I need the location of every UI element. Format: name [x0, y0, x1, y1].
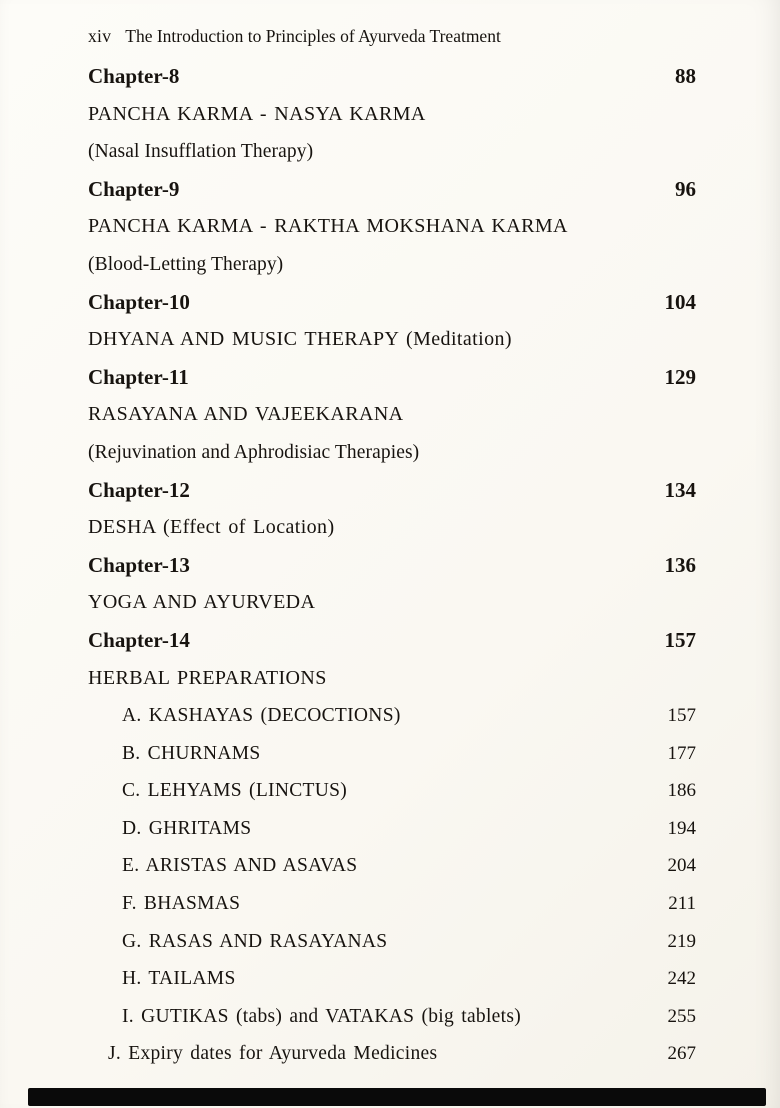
- toc-row: [88, 660, 696, 698]
- toc-entry-page: 157: [664, 627, 696, 652]
- toc-entry-title: J. Expiry dates for Ayurveda Medicines: [108, 1043, 438, 1065]
- toc-entry-page: 129: [664, 364, 696, 389]
- scan-edge-bar: [28, 1088, 766, 1106]
- toc-row: [88, 133, 696, 171]
- toc-row: [88, 923, 696, 961]
- toc-entry-page: 255: [667, 1005, 696, 1027]
- toc-entry-page: 96: [675, 176, 696, 201]
- toc-entry-title: Chapter-10: [88, 289, 190, 314]
- toc-entry-page: 211: [668, 893, 696, 915]
- toc-entry-page: 157: [667, 705, 696, 727]
- toc-row: [88, 96, 696, 134]
- toc-row: [88, 622, 696, 660]
- toc-row: [88, 810, 696, 848]
- toc-entry-title: YOGA AND AYURVEDA: [88, 591, 316, 614]
- toc-entry-page: 177: [667, 742, 696, 764]
- toc-row: [88, 584, 696, 622]
- toc-row: [88, 396, 696, 434]
- toc-entry-page: 104: [664, 289, 696, 314]
- toc-entry-title: D. GHRITAMS: [122, 817, 252, 839]
- toc-entry-title: Chapter-12: [88, 477, 190, 502]
- book-title: The Introduction to Principles of Ayurveda Treatment: [125, 26, 501, 46]
- toc-row: [88, 246, 696, 284]
- toc-entry-title: Chapter-14: [88, 627, 190, 652]
- toc-entry-page: 204: [667, 855, 696, 877]
- toc-entry-title: PANCHA KARMA - RAKTHA MOKSHANA KARMA: [88, 215, 568, 238]
- toc-entry-title: (Blood-Letting Therapy): [88, 253, 284, 275]
- toc-entry-title: A. KASHAYAS (DECOCTIONS): [122, 705, 401, 727]
- toc-row: [88, 1035, 696, 1073]
- table-of-contents: [88, 58, 696, 1073]
- toc-entry-title: PANCHA KARMA - NASYA KARMA: [88, 102, 426, 125]
- toc-entry-title: I. GUTIKAS (tabs) and VATAKAS (big tablets): [122, 1005, 522, 1027]
- toc-entry-title: C. LEHYAMS (LINCTUS): [122, 780, 348, 802]
- toc-row: [88, 284, 696, 322]
- toc-entry-title: Chapter-8: [88, 64, 180, 88]
- toc-entry-title: DESHA (Effect of Location): [88, 516, 335, 539]
- toc-entry-page: 194: [667, 817, 696, 839]
- toc-row: [88, 171, 696, 209]
- toc-entry-page: 88: [675, 64, 696, 88]
- toc-row: [88, 359, 696, 397]
- folio-page-number: xiv: [88, 26, 112, 46]
- toc-entry-title: H. TAILAMS: [122, 968, 236, 990]
- toc-row: [88, 847, 696, 885]
- toc-entry-title: (Nasal Insufflation Therapy): [88, 141, 314, 163]
- toc-entry-title: (Rejuvination and Aphrodisiac Therapies): [88, 441, 420, 463]
- toc-entry-page: 186: [667, 780, 696, 802]
- toc-row: [88, 998, 696, 1036]
- toc-entry-title: F. BHASMAS: [122, 893, 241, 915]
- toc-entry-title: DHYANA AND MUSIC THERAPY (Meditation): [88, 328, 512, 351]
- running-header: [88, 24, 696, 48]
- toc-row: [88, 509, 696, 547]
- toc-entry-title: E. ARISTAS AND ASAVAS: [122, 855, 358, 877]
- toc-entry-title: Chapter-13: [88, 552, 190, 577]
- toc-entry-title: RASAYANA AND VAJEEKARANA: [88, 403, 404, 426]
- toc-entry-page: 134: [664, 477, 696, 502]
- toc-entry-title: HERBAL PREPARATIONS: [88, 666, 327, 689]
- toc-row: [88, 547, 696, 585]
- toc-entry-page: 219: [667, 930, 696, 952]
- toc-row: [88, 472, 696, 510]
- toc-row: [88, 321, 696, 359]
- toc-row: [88, 735, 696, 773]
- toc-entry-title: G. RASAS AND RASAYANAS: [122, 930, 388, 952]
- toc-entry-page: 242: [667, 968, 696, 990]
- toc-row: [88, 58, 696, 96]
- toc-row: [88, 434, 696, 472]
- toc-row: [88, 772, 696, 810]
- toc-row: [88, 208, 696, 246]
- toc-entry-page: 136: [664, 552, 696, 577]
- toc-row: [88, 697, 696, 735]
- toc-entry-title: B. CHURNAMS: [122, 742, 261, 764]
- toc-entry-title: Chapter-9: [88, 176, 180, 201]
- toc-entry-page: 267: [667, 1043, 696, 1065]
- toc-entry-title: Chapter-11: [88, 364, 189, 389]
- toc-row: [88, 885, 696, 923]
- toc-row: [88, 960, 696, 998]
